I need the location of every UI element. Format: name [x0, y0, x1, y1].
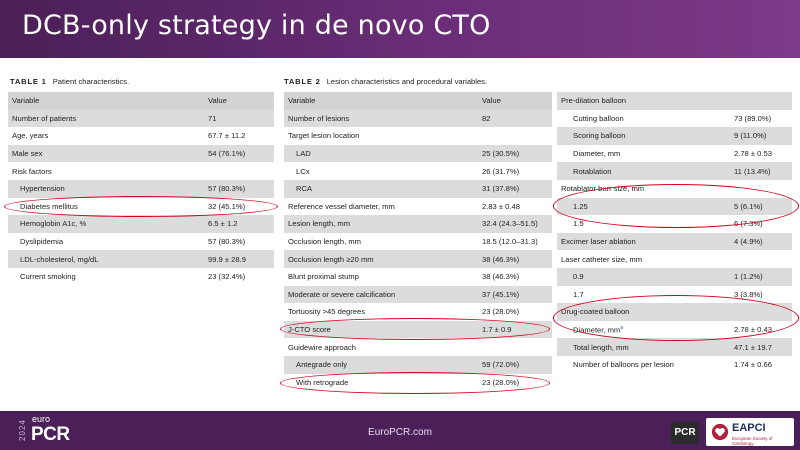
table-row [8, 180, 274, 198]
row-label: Total length, mm [557, 338, 734, 356]
row-value: 26 (31.7%) [482, 166, 520, 176]
row-label: Risk factors [12, 166, 52, 176]
footnote-marker: a [620, 324, 624, 331]
table-row [284, 268, 552, 286]
row-value: 67.7 ± 11.2 [208, 131, 246, 141]
table-row [284, 233, 552, 251]
row-value [734, 92, 792, 110]
table-row [557, 250, 792, 268]
row-label: Occlusion length, mm [288, 237, 362, 247]
row-label: Scoring balloon [557, 127, 734, 145]
table-row [284, 338, 552, 356]
row-value: 37 (45.1%) [482, 286, 552, 304]
row-label: Laser catheter size, mm [561, 254, 643, 264]
row-label: Blunt proximal stump [288, 272, 359, 282]
table-row [284, 180, 552, 198]
row-value [482, 338, 552, 356]
row-label: Age, years [12, 131, 49, 141]
row-value: 57 (80.3%) [208, 180, 274, 198]
row-value: 3 (3.8%) [734, 289, 763, 299]
row-label: Number of patients [8, 110, 208, 128]
row-value: 82 [482, 110, 552, 128]
table-row [8, 110, 274, 128]
highlight-oval-dcb [553, 295, 799, 341]
row-value: 73 (89.0%) [734, 113, 772, 123]
row-value: 23 (28.0%) [482, 377, 520, 387]
row-label: Diameter, mm [573, 149, 621, 159]
table2-header-variable: Variable [284, 92, 482, 110]
row-value: 54 (76.1%) [208, 145, 274, 163]
row-label: With retrograde [296, 377, 349, 387]
row-value: 57 (80.3%) [208, 237, 246, 247]
row-value [482, 127, 552, 145]
row-label: Number of balloons per lesion [573, 360, 674, 370]
row-value: 38 (46.3%) [482, 250, 552, 268]
table-row [284, 250, 552, 268]
row-value: 32 (45.1%) [208, 201, 246, 211]
table-row [557, 233, 792, 251]
footer-url[interactable]: EuroPCR.com [368, 427, 432, 438]
row-label: Tortuosity >45 degrees [288, 307, 366, 317]
table-row [8, 162, 274, 180]
row-value: 23 (32.4%) [208, 272, 246, 282]
row-label: 0.9 [557, 268, 734, 286]
row-value: 4 (4.9%) [734, 233, 792, 251]
table-row [284, 162, 552, 180]
pcr-badge-logo: PCR [671, 422, 699, 444]
row-label: Male sex [8, 145, 208, 163]
table2-label: TABLE 2 [284, 77, 321, 86]
row-value: 18.5 (12.0–31.3) [482, 237, 538, 247]
row-value [734, 250, 792, 268]
logo-year: 2024 [18, 419, 27, 442]
logo-euro: euro [32, 414, 51, 424]
row-value: 1 (1.2%) [734, 268, 792, 286]
highlight-oval-jcto [280, 318, 550, 340]
row-value: 47.1 ± 19.7 [734, 338, 792, 356]
row-label: Occlusion length ≥20 mm [284, 250, 482, 268]
row-value: 2.83 ± 0.48 [482, 201, 520, 211]
row-label-text: Diameter, mm [573, 325, 621, 335]
row-label: Moderate or severe calcification [284, 286, 482, 304]
row-value: 6 (7.3%) [734, 219, 763, 229]
table-row [557, 127, 792, 145]
table2-header-row [284, 92, 552, 110]
table-row [284, 110, 552, 128]
table2-header-value: Value [482, 92, 552, 110]
table-row [8, 145, 274, 163]
row-value: 2.78 ± 0.43 [734, 325, 772, 335]
row-label: Number of lesions [284, 110, 482, 128]
row-label: Current smoking [20, 272, 76, 282]
table-row [557, 356, 792, 374]
row-value: 25 (30.5%) [482, 145, 552, 163]
eapci-subtitle: European Society of Cardiology [732, 436, 773, 446]
row-value: 31 (37.8%) [482, 180, 552, 198]
row-label: 1.5 [573, 219, 584, 229]
row-label: Excimer laser ablation [557, 233, 734, 251]
row-label: 1.7 [573, 289, 584, 299]
row-label: Cutting balloon [573, 113, 624, 123]
row-value: 71 [208, 110, 274, 128]
row-value: 99.9 ± 28.9 [208, 250, 274, 268]
row-value [208, 162, 274, 180]
table-row [557, 145, 792, 163]
row-value: 59 (72.0%) [482, 356, 552, 374]
row-label: Antegrade only [284, 356, 482, 374]
row-value: 6.5 ± 1.2 [208, 215, 274, 233]
table-row [284, 356, 552, 374]
row-value: 2.78 ± 0.53 [734, 149, 772, 159]
row-label: LCx [296, 166, 310, 176]
row-value: 1.74 ± 0.66 [734, 360, 772, 370]
slide-title: DCB-only strategy in de novo CTO [22, 10, 491, 41]
row-label: Rotablation [557, 162, 734, 180]
row-label: 1.25 [557, 198, 734, 216]
row-label: Drug-coated balloon [557, 303, 734, 321]
highlight-oval-burr-size [553, 184, 799, 228]
row-label: Dyslipidemia [20, 237, 64, 247]
table-row [557, 92, 792, 110]
row-label: J-CTO score [284, 321, 482, 339]
highlight-oval-diabetes [4, 196, 278, 217]
table-row [8, 250, 274, 268]
row-value: 32.4 (24.3–51.5) [482, 215, 552, 233]
row-label: Lesion length, mm [284, 215, 482, 233]
row-value: 23 (28.0%) [482, 307, 520, 317]
heart-icon [711, 423, 729, 441]
eapci-logo [706, 418, 794, 446]
table1-caption-text: Patient characteristics. [52, 77, 130, 86]
table1-caption [10, 77, 129, 86]
row-label: Target lesion location [288, 131, 360, 141]
row-label: LAD [284, 145, 482, 163]
row-value: 9 (11.0%) [734, 127, 792, 145]
table1-header-row [8, 92, 274, 110]
row-label: RCA [284, 180, 482, 198]
row-label: Reference vessel diameter, mm [288, 201, 395, 211]
table-row [557, 162, 792, 180]
table-row [284, 215, 552, 233]
table2-caption-text: Lesion characteristics and procedural variables. [326, 77, 488, 86]
row-label: Rotablator burr size, mm [561, 184, 645, 194]
table2 [284, 92, 552, 391]
row-label: LDL-cholesterol, mg/dL [8, 250, 208, 268]
table-row [8, 268, 274, 286]
row-label: Diabetes mellitus [20, 201, 78, 211]
table1-header-value: Value [208, 92, 274, 110]
table-row [557, 110, 792, 128]
table-row [284, 127, 552, 145]
row-value: 1.7 ± 0.9 [482, 321, 552, 339]
table-row [284, 145, 552, 163]
table-row [284, 286, 552, 304]
row-label: Guidewire approach [288, 342, 356, 352]
table-row [557, 268, 792, 286]
row-value: 11 (13.4%) [734, 162, 792, 180]
highlight-oval-retrograde [280, 372, 550, 394]
table-row [8, 127, 274, 145]
table-row [284, 198, 552, 216]
row-value: 5 (6.1%) [734, 198, 792, 216]
table1-header-variable: Variable [8, 92, 208, 110]
row-label: Hemoglobin A1c, % [8, 215, 208, 233]
table1-label: TABLE 1 [10, 77, 47, 86]
title-banner [0, 0, 800, 58]
table1 [8, 92, 274, 286]
table-row [8, 215, 274, 233]
row-label: Pre-dilation balloon [557, 92, 734, 110]
row-label: Hypertension [8, 180, 208, 198]
row-value: 38 (46.3%) [482, 272, 520, 282]
eapci-name: EAPCI [732, 422, 766, 434]
table-row [8, 233, 274, 251]
table2-caption [284, 77, 487, 86]
europcr-logo[interactable]: PCR [31, 424, 70, 445]
